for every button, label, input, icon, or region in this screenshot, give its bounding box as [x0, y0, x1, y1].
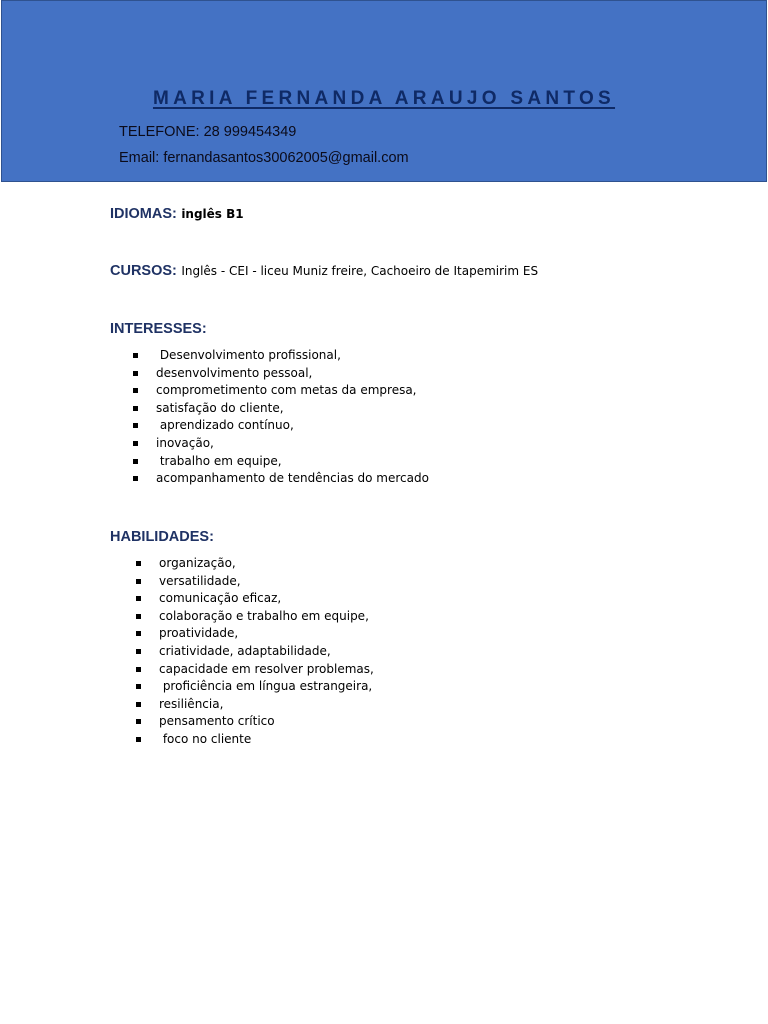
square-bullet-icon — [136, 667, 141, 672]
square-bullet-icon — [136, 561, 141, 566]
square-bullet-icon — [133, 388, 138, 393]
habilidades-label: HABILIDADES: — [110, 529, 214, 545]
square-bullet-icon — [136, 631, 141, 636]
square-bullet-icon — [136, 596, 141, 601]
square-bullet-icon — [133, 371, 138, 376]
square-bullet-icon — [133, 476, 138, 481]
idiomas-value: inglês B1 — [181, 207, 244, 221]
square-bullet-icon — [136, 684, 141, 689]
square-bullet-icon — [133, 406, 138, 411]
square-bullet-icon — [136, 702, 141, 707]
cursos-value: Inglês - CEI - liceu Muniz freire, Cachoeiro de Itapemirim ES — [181, 264, 539, 278]
header-banner — [1, 0, 767, 182]
interesses-heading — [110, 320, 207, 338]
square-bullet-icon — [136, 719, 141, 724]
square-bullet-icon — [136, 614, 141, 619]
square-bullet-icon — [133, 353, 138, 358]
square-bullet-icon — [136, 579, 141, 584]
person-name: MARIA FERNANDA ARAUJO SANTOS — [152, 88, 616, 109]
square-bullet-icon — [136, 737, 141, 742]
cursos-section — [110, 262, 538, 280]
square-bullet-icon — [133, 459, 138, 464]
idiomas-section — [110, 205, 244, 223]
square-bullet-icon — [133, 423, 138, 428]
phone-line: TELEFONE: 28 999454349 — [119, 124, 297, 140]
habilidades-heading — [110, 528, 214, 546]
email-line: Email: fernandasantos30062005@gmail.com — [119, 150, 409, 166]
square-bullet-icon — [136, 649, 141, 654]
idiomas-label: IDIOMAS: — [110, 206, 177, 222]
cursos-label: CURSOS: — [110, 263, 177, 279]
square-bullet-icon — [133, 441, 138, 446]
interesses-label: INTERESSES: — [110, 321, 207, 337]
